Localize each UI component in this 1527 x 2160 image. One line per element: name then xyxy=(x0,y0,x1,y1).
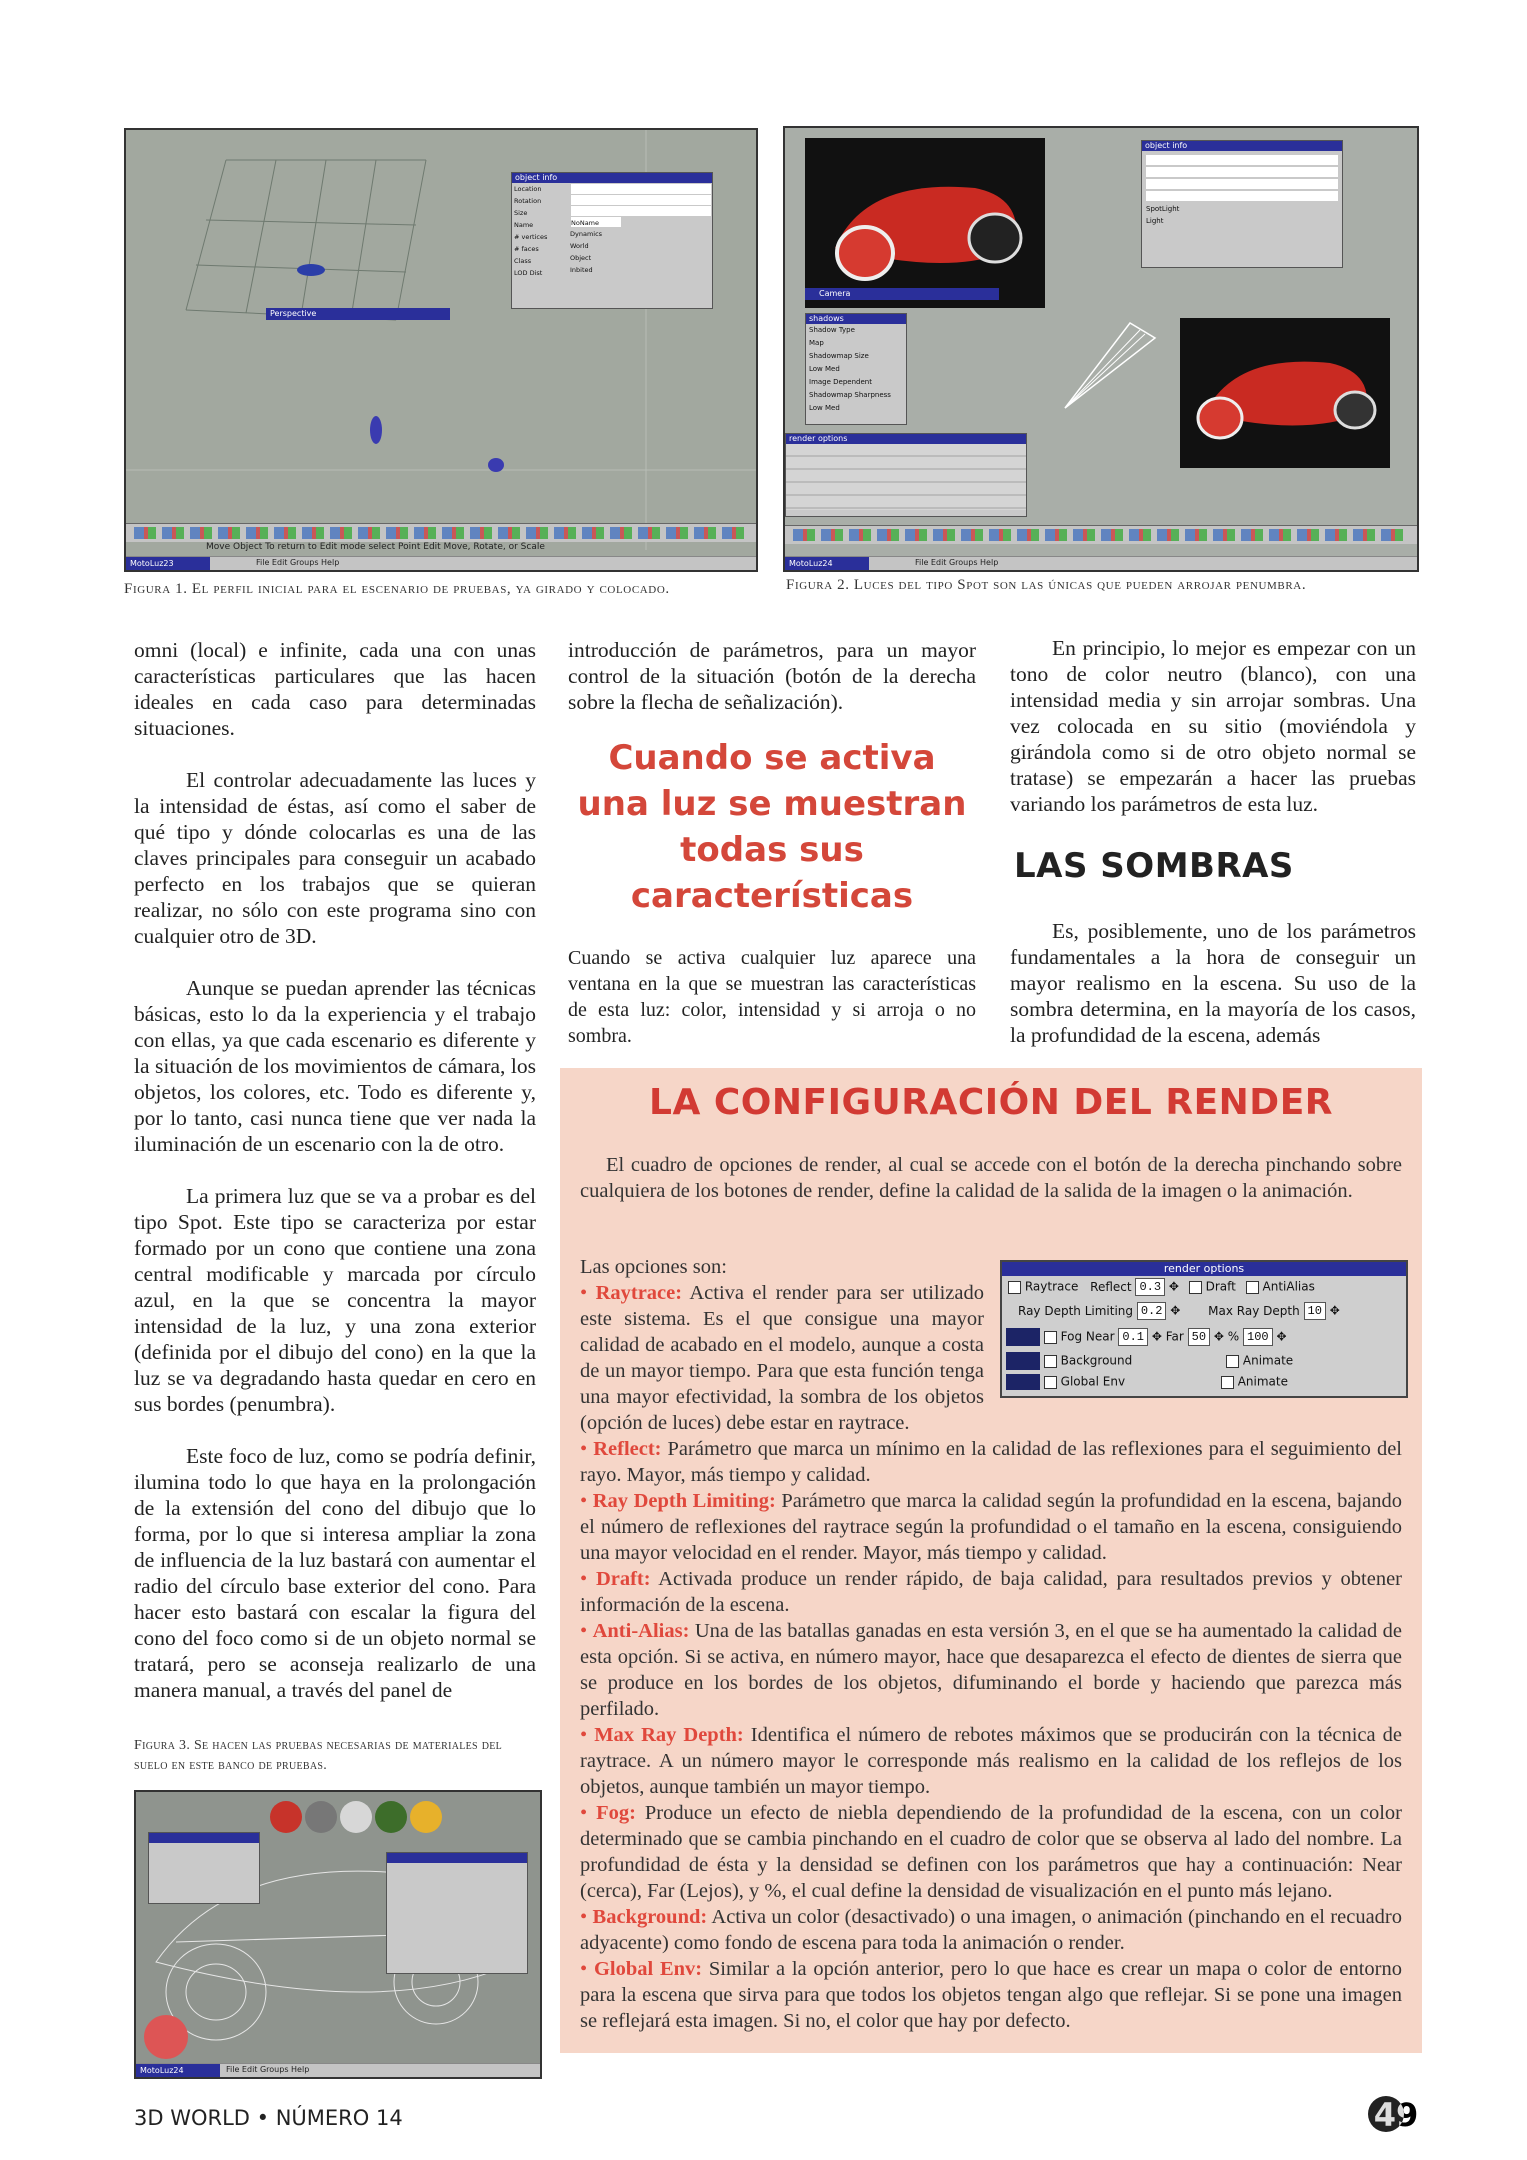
section-heading: LAS SOMBRAS xyxy=(1014,846,1294,886)
materials-panel[interactable] xyxy=(148,1832,260,1904)
antialias-label: AntiAlias xyxy=(1262,1279,1315,1294)
spot-render-view xyxy=(1180,318,1390,468)
term: Ray Depth Limiting: xyxy=(592,1490,776,1512)
panel-row-label: # vertices xyxy=(514,233,548,241)
object-info-panel[interactable] xyxy=(386,1852,528,1974)
paragraph: omni (local) e infinite, cada una con unas características particulares que las hacen ideales en cada caso para determinadas situaciones. xyxy=(134,638,536,740)
task-label[interactable]: MotoLuz24 xyxy=(785,557,869,570)
toolbar-icons[interactable] xyxy=(793,529,1409,541)
term: Anti-Alias: xyxy=(592,1620,690,1642)
figure-3-screenshot xyxy=(134,1790,542,2079)
shadow-row[interactable]: Shadow Type xyxy=(809,326,855,334)
menu-bar[interactable]: File Edit Groups Help xyxy=(256,558,340,567)
panel-check[interactable]: Dynamics xyxy=(570,230,603,238)
background-checkbox[interactable] xyxy=(1044,1355,1057,1368)
page-number xyxy=(1368,2096,1424,2136)
render-options-dialog[interactable] xyxy=(1000,1260,1408,1398)
column-3-text-2: Es, posiblemente, uno de los parámetros fundamentales a la hora de conseguir un mayor realismo en la escena. Su uso de la sombra determina, en la mayoría de los casos, la profundidad de la escena, además xyxy=(1010,919,1416,1047)
footer-magazine: 3D WORLD • NÚMERO 14 xyxy=(134,2106,403,2130)
panel-labels xyxy=(512,183,570,279)
animate-label: Animate xyxy=(1242,1353,1294,1368)
option-text: Parámetro que marca un mínimo en la calidad de las reflexiones para el seguimiento del rayo. Mayor, más tiempo y calidad. xyxy=(580,1438,1402,1486)
shadows-panel[interactable] xyxy=(805,313,907,425)
mrd-field[interactable]: 10 xyxy=(1304,1302,1326,1320)
option-text: Produce un efecto de niebla dependiendo de la profundidad de la escena, con un color determinado que se cambia pinchando en el cuadro de color que se observa al lado del nombre. La profundidad de ésta y la densidad se definen con los parámetros que hay a continuación: Near (cerca), Far (Lejos), y %, el cual define la densidad de visualización en el punto más lejano. xyxy=(580,1802,1402,1902)
panel-title: object info xyxy=(512,173,712,183)
option-text: Similar a la opción anterior, pero lo que hace es crear un mapa o color de entorno para la escena que sirva para que todos los objetos tengan algo que reflejar. Si se pone una imagen se reflejará esta imagen. Si no, el color que hay por defecto. xyxy=(580,1958,1402,2032)
stepper-icon[interactable]: ✥ xyxy=(1329,1303,1340,1318)
term: Fog: xyxy=(596,1802,636,1824)
term: Max Ray Depth: xyxy=(594,1724,744,1746)
percent-field[interactable]: 100 xyxy=(1243,1328,1273,1346)
animate-label: Animate xyxy=(1237,1374,1288,1389)
column-2-intro: introducción de parámetros, para un mayor control de la situación (botón de la derecha sobre la flecha de señalización). xyxy=(568,638,976,714)
raytrace-checkbox[interactable] xyxy=(1008,1281,1021,1294)
global-env-label: Global Env xyxy=(1060,1374,1126,1389)
background-label: Background xyxy=(1060,1353,1133,1368)
panel-row-label: Rotation xyxy=(514,197,542,205)
animate-checkbox[interactable] xyxy=(1221,1376,1234,1389)
panel-row-label: Location xyxy=(514,185,542,193)
figure-1-caption: Figura 1. El perfil inicial para el escenario de pruebas, ya girado y colocado. xyxy=(124,581,670,597)
rdl-label: Ray Depth Limiting xyxy=(1018,1303,1134,1318)
panel-row-label: Size xyxy=(514,209,528,217)
option-global-env: • Global Env: Similar a la opción anterior, pero lo que hace es crear un mapa o color de entorno para la escena que sirva para que todos los objetos tengan algo que reflejar. Si se pone una imagen se reflejará esta imagen. Si no, el color que hay por defecto. xyxy=(580,1958,1402,2032)
spotlight-cone xyxy=(1045,298,1165,418)
box-intro: El cuadro de opciones de render, al cual se accede con el botón de la derecha pinchando sobre cualquiera de los botones de render, define la calidad de la salida de la imagen o la animación. xyxy=(580,1154,1402,1202)
global-env-color-swatch[interactable] xyxy=(1006,1374,1040,1390)
option-text: Activada produce un render rápido, de baja calidad, para resultados previos y obtener información de la escena. xyxy=(580,1568,1403,1616)
fog-color-swatch[interactable] xyxy=(1006,1328,1040,1346)
shadows-title: shadows xyxy=(806,314,906,324)
reflect-label: Reflect xyxy=(1090,1279,1132,1294)
term: Reflect: xyxy=(593,1438,662,1460)
camera-render-view xyxy=(805,138,1045,308)
stepper-icon[interactable]: ✥ xyxy=(1170,1303,1181,1318)
percent-label: % xyxy=(1227,1329,1240,1344)
stepper-icon[interactable]: ✥ xyxy=(1276,1329,1287,1344)
figure-3-caption: Figura 3. Se hacen las pruebas necesarias de materiales del suelo en este banco de pruebas. xyxy=(134,1738,503,1773)
toolbar[interactable] xyxy=(126,523,756,542)
option-text: Activa el render para ser utilizado este sistema. Es el que consigue una mayor calidad de acabado en el modelo, aunque a costa de un mayor tiempo. Para que esta función tenga una mayor efectividad, la sombra de los objetos (opción de luces) debe estar en raytrace. xyxy=(580,1282,984,1434)
figure-1-screenshot xyxy=(124,128,758,572)
menu-bar[interactable]: File Edit Groups Help xyxy=(226,2065,310,2074)
box-title: LA CONFIGURACIÓN DEL RENDER xyxy=(649,1082,1333,1123)
dialog-title: render options xyxy=(1002,1262,1406,1276)
rdl-field[interactable]: 0.2 xyxy=(1137,1302,1167,1320)
page-number-text: 49 xyxy=(1373,2096,1419,2134)
fog-checkbox[interactable] xyxy=(1044,1331,1057,1344)
taskbar[interactable] xyxy=(126,556,756,570)
column-2-text: Cuando se activa cualquier luz aparece una ventana en la que se muestran las características de esta luz: color, intensidad y si arroja o no sombra. xyxy=(568,947,976,1047)
panel-row-label: # faces xyxy=(514,245,539,253)
pull-quote: Cuando se activa una luz se muestran todas sus características xyxy=(577,738,967,916)
column-3-text-1: En principio, lo mejor es empezar con un tono de color neutro (blanco), con una intensidad media y sin arrojar sombras. Una vez colocada en su sitio (moviéndola y girándola como si de otro objeto normal se tratase) se empezarán a hacer las pruebas variando los parámetros de esta luz. xyxy=(1010,636,1416,816)
shadow-row[interactable]: Shadowmap Size xyxy=(809,352,869,360)
options-label: Las opciones son: xyxy=(580,1256,727,1278)
option-text: Parámetro que marca la calidad según la profundidad en la escena, bajando el número de reflexiones del raytrace según la profundidad o el tamaño en la escena, consiguiendo una mayor velocidad en el render. Mayor, más tiempo y calidad. xyxy=(580,1490,1402,1564)
raytrace-label: Raytrace xyxy=(1024,1279,1079,1294)
option-reflect: • Reflect: Parámetro que marca un mínimo en la calidad de las reflexiones para el seguimiento del rayo. Mayor, más tiempo y calidad. xyxy=(580,1438,1402,1486)
background-color-swatch[interactable] xyxy=(1006,1352,1040,1370)
term: Draft: xyxy=(595,1568,651,1590)
render-options-panel[interactable] xyxy=(785,433,1027,517)
render-options-title: render options xyxy=(786,434,1026,444)
toolbar-icons[interactable] xyxy=(134,527,748,539)
viewport-titlebar[interactable]: Camera xyxy=(805,288,999,300)
shadow-row[interactable]: Shadowmap Sharpness xyxy=(809,391,891,399)
shadow-row[interactable]: Low Med xyxy=(809,365,840,373)
shadow-row[interactable]: Map xyxy=(809,339,824,347)
panel-row-label: Name xyxy=(514,221,534,229)
paragraph: Este foco de luz, como se podría definir, ilumina todo lo que haya en la prolongación de la extensión del cono del dibujo que lo forma, por lo que si interesa ampliar la zona de influencia de la luz bastará con aumentar el radio del círculo base exterior del cono. Para hacer esto bastará con escalar la figura del cono del foco como si de un objeto normal se tratará, pero se aconseja realizarlo de una manera manual, a través del panel de xyxy=(134,1444,536,1702)
motorbike-render xyxy=(1180,318,1390,468)
option-fog: • Fog: Produce un efecto de niebla dependiendo de la profundidad de la escena, con un color determinado que se cambia pinchando en el cuadro de color que se observa al lado del nombre. La profundidad de ésta y la densidad se definen con los parámetros que hay a continuación: Near (cerca), Far (Lejos), y %, el cual define la densidad de visualización en el punto más lejano. xyxy=(580,1802,1402,1902)
task-label[interactable]: MotoLuz23 xyxy=(126,557,210,570)
option-max-ray-depth: • Max Ray Depth: Identifica el número de rebotes máximos que se producirán con la técnica de raytrace. A un número mayor le corresponde más realismo en la calidad de los reflejos de los objetos, aunque también un mayor tiempo. xyxy=(580,1724,1402,1798)
task-label[interactable]: MotoLuz24 xyxy=(136,2064,220,2077)
taskbar[interactable] xyxy=(136,2063,540,2077)
animate-checkbox[interactable] xyxy=(1226,1355,1239,1368)
toolbar[interactable] xyxy=(785,525,1417,544)
panel-check[interactable]: Inbited xyxy=(570,266,593,274)
status-bar: Move Object To return to Edit mode select Point Edit Move, Rotate, or Scale xyxy=(206,542,545,552)
viewport-titlebar[interactable]: Perspective xyxy=(266,308,450,320)
term: Global Env: xyxy=(593,1958,703,1980)
option-text: Identifica el número de rebotes máximos que se producirán con la técnica de raytrace. A un número mayor le corresponde más realismo en la calidad de los reflejos de los objetos, aunque también un mayor tiempo. xyxy=(580,1724,1402,1798)
figure-2-screenshot xyxy=(783,126,1419,572)
option-text: Activa un color (desactivado) o una imagen, o animación (pinchando en el recuadro adyacente) como fondo de escena para toda la animación o render. xyxy=(580,1906,1402,1954)
figure-2-caption: Figura 2. Luces del tipo Spot son las únicas que pueden arrojar penumbra. xyxy=(786,577,1307,593)
paragraph: Aunque se puedan aprender las técnicas básicas, esto lo da la experiencia y el trabajo con ellas, ya que cada escenario es diferente y la situación de los movimientos de cámara, los objetos, los colores, etc. Todo es diferente y, por lo tanto, casi nunca tiene que ver nada la iluminación de un escenario con la de otro. xyxy=(134,976,536,1156)
panel-name-field[interactable]: NoName xyxy=(571,217,621,227)
panel-row-label: Class xyxy=(514,257,532,265)
option-background: • Background: Activa un color (desactivado) o una imagen, o animación (pinchando en el recuadro adyacente) como fondo de escena para toda la animación o render. xyxy=(580,1906,1402,1954)
stepper-icon[interactable]: ✥ xyxy=(1213,1329,1224,1344)
menu-bar[interactable]: File Edit Groups Help xyxy=(915,558,999,567)
column-1 xyxy=(134,637,536,1729)
term: Background: xyxy=(592,1906,708,1928)
near-label: Near xyxy=(1085,1329,1115,1344)
far-label: Far xyxy=(1165,1329,1184,1344)
draft-checkbox[interactable] xyxy=(1189,1281,1202,1294)
paragraph: El controlar adecuadamente las luces y la intensidad de éstas, así como el saber de qué tipo y dónde colocarlas es una de las claves principales para conseguir un acabado perfecto en los trabajos que se quieran realizar, no sólo con este programa sino con cualquier otro de 3D. xyxy=(134,768,536,948)
paragraph: La primera luz que se va a probar es del tipo Spot. Este tipo se caracteriza por estar formado por un cono que contiene una zona central modificable y marcada por círculo azul, en la que se concentra la mayor intensidad de la luz, y una zona exterior (definida por el dibujo del cono) en la que la luz se va degradando hasta quedar en cero en sus bordes (penumbra). xyxy=(134,1184,536,1416)
taskbar[interactable] xyxy=(785,556,1417,570)
panel-row-label: LOD Dist xyxy=(514,269,543,277)
render-config-box xyxy=(560,1068,1422,2053)
mrd-label: Max Ray Depth xyxy=(1208,1303,1300,1318)
far-field[interactable]: 50 xyxy=(1188,1328,1210,1346)
shadow-row[interactable]: Low Med xyxy=(809,404,840,412)
option-anti-alias: • Anti-Alias: Una de las batallas ganadas en esta versión 3, en el que se ha aumentado la calidad de esta opción. Si se activa, en número mayor, hace que desaparezca el efecto de dientes de sierra que se produce en los bordes de los objetos, difuminando el borde y haciendo que parezca más perfilado. xyxy=(580,1620,1402,1720)
panel-title: object info xyxy=(1142,141,1342,151)
near-field[interactable]: 0.1 xyxy=(1118,1328,1148,1346)
draft-label: Draft xyxy=(1205,1279,1236,1294)
panel-class-field: Light xyxy=(1146,217,1164,225)
term: Raytrace: xyxy=(595,1282,683,1304)
reflect-field[interactable]: 0.3 xyxy=(1135,1278,1165,1296)
antialias-checkbox[interactable] xyxy=(1246,1281,1259,1294)
object-info-panel[interactable] xyxy=(1141,140,1343,268)
option-ray-depth-limiting: • Ray Depth Limiting: Parámetro que marca la calidad según la profundidad en la escena, bajando el número de reflexiones del raytrace según la profundidad o el tamaño en la escena, consiguiendo una mayor velocidad en el render. Mayor, más tiempo y calidad. xyxy=(580,1490,1402,1564)
panel-name-field[interactable]: SpotLight xyxy=(1146,205,1180,213)
motorbike-render xyxy=(805,138,1045,308)
panel-check[interactable]: World xyxy=(570,242,589,250)
object-info-panel[interactable] xyxy=(511,172,713,309)
global-env-checkbox[interactable] xyxy=(1044,1376,1057,1389)
panel-check[interactable]: Object xyxy=(570,254,592,262)
shadow-row[interactable]: Image Dependent xyxy=(809,378,872,386)
stepper-icon[interactable]: ✥ xyxy=(1168,1279,1179,1294)
stepper-icon[interactable]: ✥ xyxy=(1151,1329,1162,1344)
option-raytrace: • Raytrace: Activa el render para ser utilizado este sistema. Es el que consigue una mayor calidad de acabado en el modelo, aunque a costa de un mayor tiempo. Para que esta función tenga una mayor efectividad, la sombra de los objetos (opción de luces) debe estar en raytrace. xyxy=(580,1282,984,1434)
option-text: Una de las batallas ganadas en esta versión 3, en el que se ha aumentado la calidad de esta opción. Si se activa, en número mayor, hace que desaparezca el efecto de dientes de sierra que se produce en los bordes de los objetos, difuminando el borde y haciendo que parezca más perfilado. xyxy=(580,1620,1402,1720)
option-draft: • Draft: Activada produce un render rápido, de baja calidad, para resultados previos y obtener información de la escena. xyxy=(580,1568,1403,1616)
fog-label: Fog xyxy=(1060,1329,1083,1344)
